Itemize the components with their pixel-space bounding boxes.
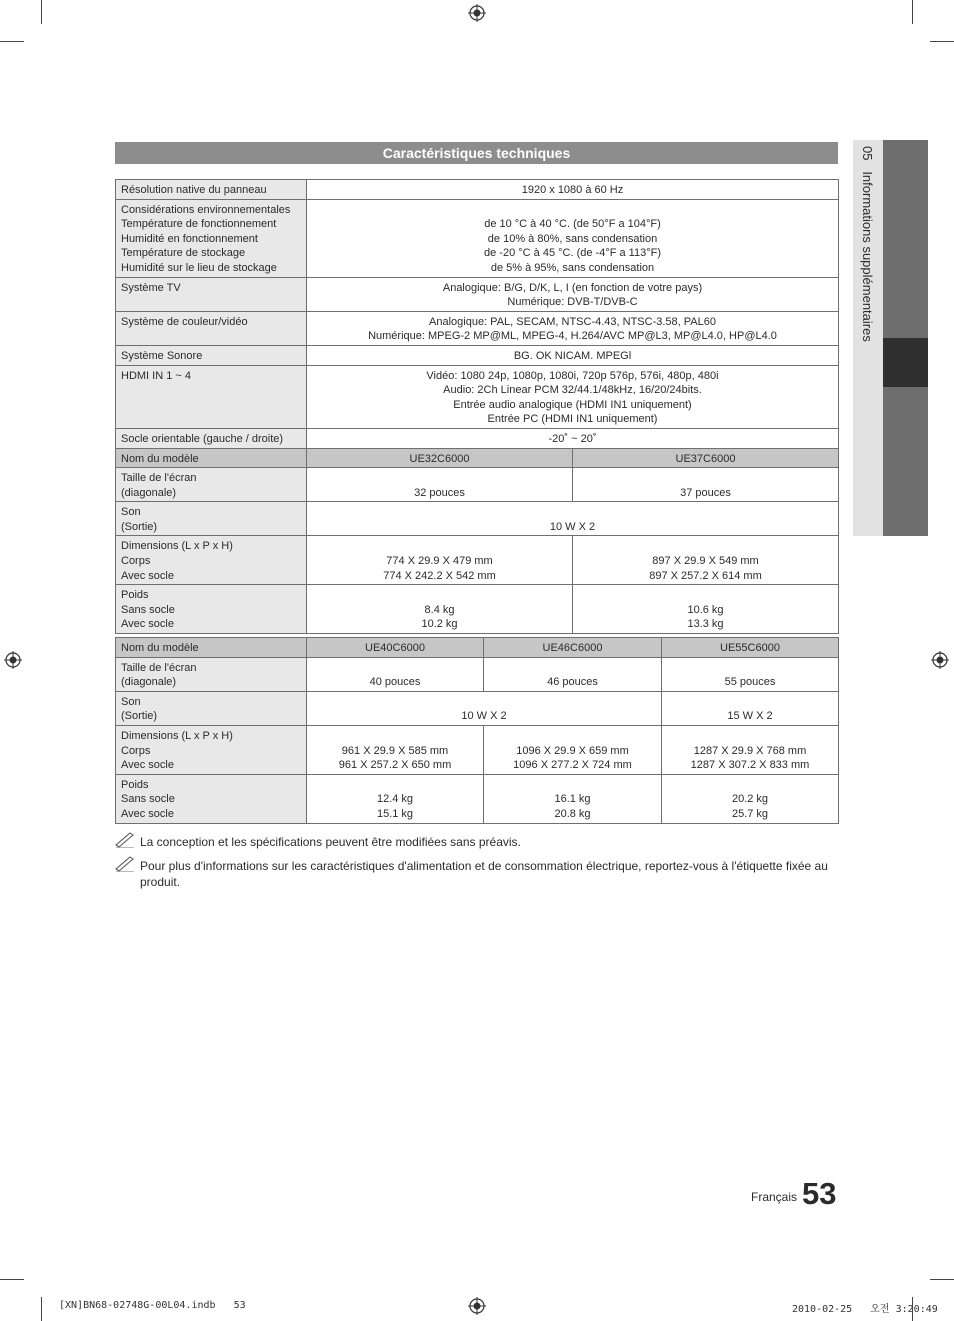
note-text: La conception et les spécifications peuvent être modifiées sans préavis. [140, 835, 521, 849]
note-text: Pour plus d'informations sur les caractéristiques d'alimentation et de consommation électrique, reportez-vous à l'étiquette fixée au produit. [140, 859, 828, 889]
spec-label [116, 365, 307, 428]
table-row [116, 311, 839, 345]
cell-line: (diagonale) [121, 676, 177, 689]
cell-line: 12.4 kg [376, 793, 414, 806]
cell-line: Sans socle [121, 603, 175, 616]
cell-line: 897 X 29.9 X 549 mm [652, 555, 759, 568]
spec-value [484, 725, 662, 774]
table-row [116, 468, 839, 502]
cell-line: 20.8 kg [554, 807, 591, 820]
cell-line: Système de couleur/vidéo [121, 315, 248, 328]
spec-label [116, 502, 307, 536]
table-row [116, 277, 839, 311]
cell-line: Dimensions (L x P x H) [121, 729, 233, 742]
cell-line: Audio: 2Ch Linear PCM 32/44.1/48kHz, 16/20/24bits. [443, 384, 702, 397]
cell-line: Température de fonctionnement [121, 218, 277, 231]
section-title: Caractéristiques techniques [115, 142, 838, 164]
table-row [116, 345, 839, 365]
registration-mark-icon [931, 651, 949, 669]
cell-line: Numérique: DVB-T/DVB-C [507, 296, 638, 309]
notes [115, 834, 838, 898]
spec-label [116, 468, 307, 502]
model-row [116, 448, 839, 468]
cell-line: -20˚ ~ 20˚ [548, 432, 597, 445]
spec-value [307, 365, 839, 428]
crop-mark [930, 41, 954, 42]
cell-line: 8.4 kg [424, 603, 455, 616]
side-tab-label [860, 146, 875, 342]
cell-line: Numérique: MPEG-2 MP@ML, MPEG-4, H.264/AVC MP@L3, MP@L4.0, HP@L4.0 [368, 330, 777, 343]
spec-value [307, 536, 573, 585]
pencil-note-icon [115, 856, 135, 872]
model-name: UE46C6000 [484, 638, 662, 658]
print-timestamp: 2010-02-25 오전 3:20:49 [792, 1304, 938, 1315]
chapter-title: Informations supplémentaires [860, 171, 875, 342]
table-row [116, 657, 839, 691]
crop-mark [41, 1297, 42, 1321]
crop-mark [0, 41, 24, 42]
model-name: UE32C6000 [307, 448, 573, 468]
table-row [116, 428, 839, 448]
crop-mark [930, 1279, 954, 1280]
spec-value [662, 774, 839, 823]
spec-label [116, 199, 307, 277]
table-row [116, 774, 839, 823]
spec-label [116, 277, 307, 311]
cell-line: 961 X 257.2 X 650 mm [338, 759, 452, 772]
cell-line: Son [121, 506, 141, 519]
cell-line: 1096 X 29.9 X 659 mm [516, 744, 629, 757]
crop-mark [912, 0, 913, 24]
spec-label [116, 657, 307, 691]
spec-value [307, 774, 484, 823]
cell-line: Vidéo: 1080 24p, 1080p, 1080i, 720p 576p, 576i, 480p, 480i [426, 369, 719, 382]
spec-value: 37 pouces [573, 468, 839, 502]
language-label: Français [751, 1190, 798, 1204]
cell-line: Corps [121, 744, 151, 757]
cell-line: de 10% à 80%, sans condensation [487, 232, 658, 245]
spec-table-2 [115, 637, 839, 824]
spec-value [573, 585, 839, 634]
cell-line: 774 X 242.2 X 542 mm [383, 569, 496, 582]
cell-line: Entrée audio analogique (HDMI IN1 uniquement) [453, 398, 692, 411]
table-row [116, 536, 839, 585]
crop-mark [41, 0, 42, 24]
cell-line: de 10 °C à 40 °C. (de 50°F a 104°F) [484, 218, 661, 231]
cell-line: Sans socle [121, 793, 175, 806]
cell-line: Son [121, 695, 141, 708]
spec-label [116, 774, 307, 823]
spec-value [307, 345, 839, 365]
cell-line: de 5% à 95%, sans condensation [490, 261, 655, 274]
spec-value: 15 W X 2 [662, 691, 839, 725]
cell-line: 13.3 kg [687, 618, 724, 631]
spec-value [307, 725, 484, 774]
cell-line: (Sortie) [121, 520, 158, 533]
cell-line: Avec socle [121, 807, 174, 820]
table-row [116, 585, 839, 634]
note [115, 858, 838, 890]
spec-value: 40 pouces [307, 657, 484, 691]
page-number: 53 [802, 1176, 837, 1211]
cell-line: Avec socle [121, 569, 174, 582]
model-name: UE55C6000 [662, 638, 839, 658]
spec-value [307, 585, 573, 634]
pencil-note-icon [115, 832, 135, 848]
spec-value [662, 725, 839, 774]
registration-mark-icon [468, 1297, 486, 1315]
spec-table-1 [115, 179, 839, 634]
cell-line: BG. OK NICAM. MPEGl [513, 349, 632, 362]
spec-value [307, 277, 839, 311]
model-label: Nom du modèle [116, 448, 307, 468]
cell-line: Entrée PC (HDMI IN1 uniquement) [487, 413, 658, 426]
cell-line: 1287 X 307.2 X 833 mm [690, 759, 810, 772]
cell-line: Humidité sur le lieu de stockage [121, 261, 277, 274]
cell-line: de -20 °C à 45 °C. (de -4°F a 113°F) [484, 247, 661, 260]
cell-line: 1096 X 277.2 X 724 mm [513, 759, 632, 772]
cell-line: Avec socle [121, 759, 174, 772]
cell-line: 20.2 kg [731, 793, 769, 806]
spec-label [116, 725, 307, 774]
cell-line: Considérations environnementales [121, 203, 291, 216]
side-tab-marker [883, 338, 928, 387]
cell-line: Température de stockage [121, 247, 246, 260]
spec-label [116, 585, 307, 634]
cell-line: 897 X 257.2 X 614 mm [649, 569, 762, 582]
cell-line: Poids [121, 778, 149, 791]
cell-line: Analogique: PAL, SECAM, NTSC-4.43, NTSC-3.58, PAL60 [429, 315, 716, 328]
spec-label [116, 311, 307, 345]
model-row [116, 638, 839, 658]
cell-line: 774 X 29.9 X 479 mm [386, 555, 493, 568]
cell-line: Dimensions (L x P x H) [121, 540, 233, 553]
spec-value: 10 W X 2 [307, 502, 839, 536]
spec-label [116, 345, 307, 365]
cell-line: 25.7 kg [731, 807, 769, 820]
spec-value: 46 pouces [484, 657, 662, 691]
registration-mark-icon [4, 651, 22, 669]
table-row [116, 691, 839, 725]
cell-line: (Sortie) [121, 710, 158, 723]
cell-line: Système Sonore [121, 349, 203, 362]
cell-line: 16.1 kg [554, 793, 591, 806]
spec-value [307, 199, 839, 277]
cell-line: 1287 X 29.9 X 768 mm [693, 744, 807, 757]
cell-line: 10.6 kg [687, 603, 724, 616]
spec-value: 10 W X 2 [307, 691, 662, 725]
table-row [116, 365, 839, 428]
cell-line: 961 X 29.9 X 585 mm [341, 744, 449, 757]
cell-line: 15.1 kg [376, 807, 414, 820]
table-row [116, 502, 839, 536]
cell-line: Avec socle [121, 618, 174, 631]
spec-value [307, 311, 839, 345]
spec-label [116, 180, 307, 200]
spec-value [573, 536, 839, 585]
print-file-info: [XN]BN68-02748G-00L04.indb 53 [59, 1300, 246, 1311]
cell-line: Socle orientable (gauche / droite) [121, 432, 284, 445]
cell-line: Humidité en fonctionnement [121, 232, 258, 245]
cell-line: Poids [121, 589, 149, 602]
cell-line: Système TV [121, 281, 181, 294]
spec-value [307, 428, 839, 448]
model-name: UE40C6000 [307, 638, 484, 658]
cell-line: HDMI IN 1 ~ 4 [121, 369, 191, 382]
cell-line: Taille de l'écran [121, 661, 197, 674]
cell-line: (diagonale) [121, 486, 177, 499]
model-label: Nom du modèle [116, 638, 307, 658]
table-row [116, 180, 839, 200]
spec-value [484, 774, 662, 823]
table-row [116, 725, 839, 774]
table-row [116, 199, 839, 277]
chapter-number: 05 [860, 146, 875, 161]
cell-line: 1920 x 1080 à 60 Hz [521, 184, 624, 196]
registration-mark-icon [468, 4, 486, 22]
spec-label [116, 428, 307, 448]
spec-value [307, 180, 839, 200]
cell-line: Taille de l'écran [121, 472, 197, 485]
spec-label [116, 691, 307, 725]
spec-label [116, 536, 307, 585]
cell-line: Corps [121, 555, 151, 568]
cell-line: 10.2 kg [421, 618, 458, 631]
cell-line: Résolution native du panneau [121, 184, 267, 196]
cell-line: Analogique: B/G, D/K, L, I (en fonction de votre pays) [442, 281, 703, 294]
spec-value: 32 pouces [307, 468, 573, 502]
note [115, 834, 838, 850]
crop-mark [0, 1279, 24, 1280]
model-name: UE37C6000 [573, 448, 839, 468]
spec-value: 55 pouces [662, 657, 839, 691]
